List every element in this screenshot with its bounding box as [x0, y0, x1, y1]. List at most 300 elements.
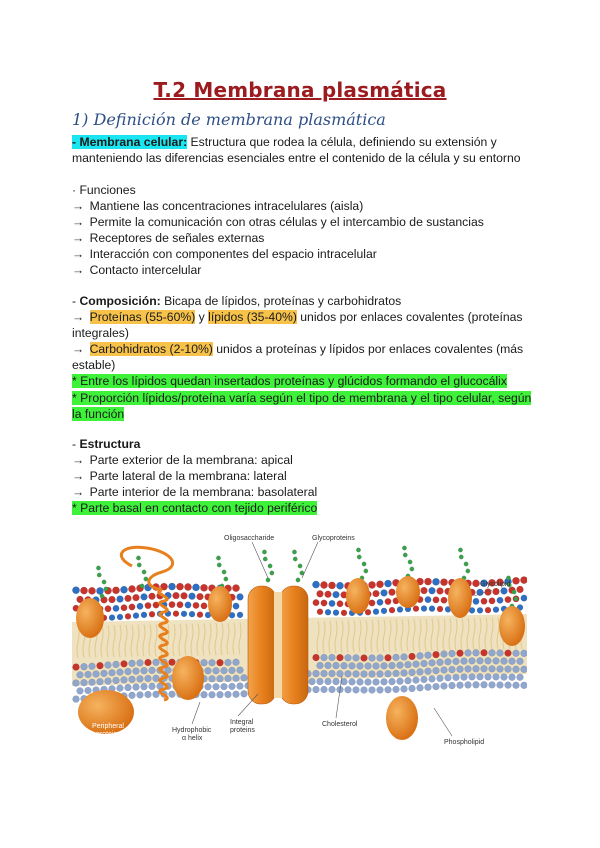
sugar-residue [136, 556, 140, 560]
phospholipid-head [213, 683, 220, 690]
phospholipid-head [169, 601, 175, 607]
phospholipid-head [425, 668, 432, 675]
phospholipid-head [177, 601, 183, 607]
definition-term: - Membrana celular: [72, 135, 188, 149]
phospholipid-head [481, 665, 488, 672]
sugar-residue [144, 577, 148, 581]
phospholipid-head [113, 677, 120, 684]
phospholipid-head [505, 682, 512, 689]
phospholipid-head [417, 668, 424, 675]
phospholipid-head [417, 684, 424, 691]
phospholipid-head [73, 664, 80, 671]
estructura-note: * Parte basal en contacto con tejido periférico [72, 501, 318, 516]
list-item: → Permite la comunicación con otras células y el intercambio de sustancias [72, 215, 484, 230]
phospholipid-head [497, 666, 504, 673]
phospholipid-head [233, 675, 240, 682]
label-peripheral-1: Peripheral [92, 723, 124, 730]
phospholipid-head [449, 666, 456, 673]
phospholipid-head [481, 649, 488, 656]
phospholipid-head [513, 650, 520, 657]
phospholipid-head [489, 598, 495, 604]
phospholipid-head [145, 675, 152, 682]
phospholipid-head [176, 583, 183, 590]
phospholipid-head [381, 662, 388, 669]
phospholipid-head [493, 658, 500, 665]
phospholipid-head [77, 687, 84, 694]
phospholipid-head [497, 650, 504, 657]
phospholipid-head [368, 581, 375, 588]
label-hydrophobic-2: α helix [182, 735, 203, 742]
phospholipid-head [417, 652, 424, 659]
composicion-note-glucocalix: * Entre los lípidos quedan insertados proteínas y glúcidos formando el glucocálix [72, 374, 507, 389]
phospholipid-head [521, 682, 527, 689]
phospholipid-head [337, 601, 343, 607]
phospholipid-head [328, 582, 335, 589]
phospholipid-head [97, 662, 104, 669]
list-item: → Contacto intercelular [72, 263, 202, 278]
phospholipid-head [217, 691, 224, 698]
phospholipid-head [189, 611, 195, 617]
phospholipid-head [377, 655, 384, 662]
label-integral-2: proteins [230, 727, 255, 734]
phospholipid-head [365, 663, 372, 670]
phospholipid-head [137, 659, 144, 666]
phospholipid-head [137, 691, 144, 698]
phospholipid-head [481, 598, 487, 604]
phospholipid-head [125, 613, 131, 619]
phospholipid-head [509, 674, 516, 681]
phospholipid-head [184, 583, 191, 590]
phospholipid-head [309, 678, 316, 685]
phospholipid-head [169, 691, 176, 698]
sugar-residue [100, 594, 104, 598]
phospholipid-head [193, 602, 199, 608]
phospholipid-head [485, 657, 492, 664]
phospholipid-head [373, 609, 379, 615]
phospholipid-head [129, 692, 136, 699]
phospholipid-head [329, 686, 336, 693]
phospholipid-head [433, 597, 439, 603]
sugar-residue [137, 563, 141, 567]
phospholipid-head [197, 593, 204, 600]
phospholipid-head [397, 662, 404, 669]
phospholipid-head [205, 667, 212, 674]
phospholipid-head [385, 654, 392, 661]
phospholipid-head [384, 580, 391, 587]
label-hydrophobic-1: Hydrophobic [172, 727, 212, 734]
phospholipid-head [181, 592, 188, 599]
phospholipid-head [361, 655, 368, 662]
phospholipid-head [505, 596, 511, 602]
phospholipid-head [89, 663, 96, 670]
phospholipid-head [209, 691, 216, 698]
phospholipid-head [317, 662, 324, 669]
phospholipid-head [313, 686, 320, 693]
phospholipid-head [501, 658, 508, 665]
phospholipid-head [121, 660, 128, 667]
phospholipid-head [397, 678, 404, 685]
phospholipid-head [409, 685, 416, 692]
phospholipid-head [517, 658, 524, 665]
phospholipid-head [449, 682, 456, 689]
phospholipid-head [376, 581, 383, 588]
phospholipid-head [389, 589, 396, 596]
phospholipid-head [505, 650, 512, 657]
phospholipid-head [125, 668, 132, 675]
phospholipid-head [321, 600, 327, 606]
sugar-residue [403, 553, 407, 557]
sugar-residue [466, 569, 470, 573]
phospholipid-head [185, 602, 191, 608]
label-integral-1: Integral [230, 719, 254, 726]
page-title: T.2 Membrana plasmática [153, 78, 447, 102]
phospholipid-head [477, 673, 484, 680]
phospholipid-head [469, 673, 476, 680]
phospholipid-head [109, 669, 116, 676]
label-glycolipid: Glycolipid [480, 581, 511, 588]
label-oligosaccharide: Oligosaccharide [224, 535, 275, 542]
sugar-residue [514, 597, 518, 601]
phospholipid-head [429, 659, 436, 666]
phospholipid-head [168, 583, 175, 590]
phospholipid-head [85, 671, 92, 678]
phospholipid-head [120, 586, 127, 593]
phospholipid-head [317, 678, 324, 685]
phospholipid-head [373, 679, 380, 686]
phospholipid-head [349, 678, 356, 685]
phospholipid-head [405, 677, 412, 684]
phospholipid-head [489, 681, 496, 688]
phospholipid-head [125, 684, 132, 691]
phospholipid-head [141, 683, 148, 690]
phospholipid-head [401, 670, 408, 677]
phospholipid-head [453, 674, 460, 681]
phospholipid-head [217, 659, 224, 666]
phospholipid-head [125, 595, 132, 602]
phospholipid-head [221, 667, 228, 674]
integral-protein-channel [248, 586, 308, 704]
phospholipid-head [313, 670, 320, 677]
phospholipid-head [237, 667, 244, 674]
phospholipid-head [149, 667, 156, 674]
phospholipid-head [361, 687, 368, 694]
phospholipid-head [401, 654, 408, 661]
phospholipid-head [121, 676, 128, 683]
funciones-heading: · Funciones [72, 183, 136, 197]
sugar-residue [292, 550, 296, 554]
phospholipid-head [457, 650, 464, 657]
phospholipid-head [385, 670, 392, 677]
phospholipid-head [509, 658, 516, 665]
phospholipid-head [512, 577, 519, 584]
phospholipid-head [81, 679, 88, 686]
phospholipid-head [329, 654, 336, 661]
phospholipid-head [389, 662, 396, 669]
phospholipid-head [493, 607, 499, 613]
phospholipid-head [325, 609, 331, 615]
phospholipid-head [325, 678, 332, 685]
phospholipid-head [153, 659, 160, 666]
phospholipid-head [472, 580, 479, 587]
phospholipid-head [440, 579, 447, 586]
phospholipid-head [465, 650, 472, 657]
definition-paragraph [72, 134, 542, 166]
composicion-note-proporcion: * Proporción lípidos/proteína varía según el tipo de membrana y el tipo celular, según la función [72, 390, 532, 421]
phospholipid-head [521, 650, 527, 657]
phospholipid-head [141, 612, 147, 618]
phospholipid-head [449, 650, 456, 657]
phospholipid-head [333, 610, 339, 616]
phospholipid-head [365, 609, 371, 615]
phospholipid-head [133, 668, 140, 675]
phospholipid-head [425, 684, 432, 691]
sugar-residue [459, 555, 463, 559]
sugar-residue [464, 562, 468, 566]
phospholipid-head [96, 587, 103, 594]
label-cholesterol: Cholesterol [322, 721, 358, 728]
phospholipid-head [377, 599, 383, 605]
sugar-residue [356, 548, 360, 552]
phospholipid-head [389, 678, 396, 685]
phospholipid-head [493, 674, 500, 681]
phospholipid-head [409, 653, 416, 660]
phospholipid-head [229, 683, 236, 690]
sugar-residue [216, 556, 220, 560]
phospholipid-head [489, 665, 496, 672]
phospholipid-head [88, 587, 95, 594]
estructura-heading: - Estructura [72, 437, 141, 451]
phospholipid-head [429, 606, 435, 612]
phospholipid-head [137, 603, 143, 609]
sugar-residue [102, 580, 106, 584]
phospholipid-head [465, 666, 472, 673]
phospholipid-head [205, 683, 212, 690]
phospholipid-head [432, 578, 439, 585]
phospholipid-head [105, 606, 111, 612]
phospholipid-head [421, 660, 428, 667]
phospholipid-head [445, 658, 452, 665]
phospholipid-head [237, 683, 244, 690]
sugar-residue [364, 569, 368, 573]
phospholipid-head [501, 588, 508, 595]
phospholipid-head [312, 581, 319, 588]
phospholipid-head [497, 682, 504, 689]
phospholipid-head [493, 588, 500, 595]
phospholipid-head [345, 686, 352, 693]
phospholipid-head [189, 593, 196, 600]
phospholipid-head [501, 674, 508, 681]
phospholipid-head [225, 659, 232, 666]
phospholipid-head [520, 577, 527, 584]
phospholipid-head [497, 597, 503, 603]
phospholipid-head [85, 687, 92, 694]
sugar-residue [512, 590, 516, 594]
phospholipid-head [441, 683, 448, 690]
phospholipid-head [429, 675, 436, 682]
phospholipid-head [381, 678, 388, 685]
phospholipid-head [317, 609, 323, 615]
phospholipid-head [73, 696, 80, 703]
phospholipid-head [489, 649, 496, 656]
phospholipid-head [369, 655, 376, 662]
estructura-block [72, 436, 542, 516]
phospholipid-head [365, 679, 372, 686]
phospholipid-head [517, 674, 524, 681]
phospholipid-head [505, 666, 512, 673]
phospholipid-head [237, 612, 243, 618]
list-item: → Parte lateral de la membrana: lateral [72, 469, 287, 484]
phospholipid-head [389, 607, 395, 613]
phospholipid-head [129, 676, 136, 683]
phospholipid-head [105, 662, 112, 669]
phospholipid-head [129, 660, 136, 667]
phospholipid-head [93, 671, 100, 678]
phospholipid-head [313, 599, 319, 605]
phospholipid-head [353, 687, 360, 694]
list-item: → Mantiene las concentraciones intracelulares (aisla) [72, 199, 364, 214]
phospholipid-head [393, 670, 400, 677]
phospholipid-head [357, 679, 364, 686]
phospholipid-head [169, 659, 176, 666]
phospholipid-head [105, 678, 112, 685]
phospholipid-head [413, 606, 419, 612]
list-item: → Parte interior de la membrana: basolateral [72, 485, 318, 500]
phospholipid-head [149, 593, 156, 600]
section-heading-definicion: 1) Definición de membrana plasmática [72, 110, 386, 129]
phospholipid-head [385, 686, 392, 693]
phospholipid-head [336, 582, 343, 589]
composicion-proteinas-lipidos: → Proteínas (55-60%) y lípidos (35-40%) unidos por enlaces covalentes (proteínas integrales) [72, 310, 523, 341]
composicion-heading: - Composición: Bicapa de lípidos, proteínas y carbohidratos [72, 294, 402, 308]
phospholipid-head [149, 611, 155, 617]
phospholipid-head [409, 669, 416, 676]
phospholipid-head [113, 605, 119, 611]
phospholipid-head [424, 578, 431, 585]
membrane-diagram [72, 526, 527, 758]
phospholipid-head [373, 663, 380, 670]
phospholipid-head [133, 594, 140, 601]
sugar-residue [217, 563, 221, 567]
phospholipid-head [437, 606, 443, 612]
phospholipid-head [73, 680, 80, 687]
phospholipid-head [97, 678, 104, 685]
phospholipid-head [101, 670, 108, 677]
phospholipid-head [113, 661, 120, 668]
phospholipid-head [109, 615, 115, 621]
sugar-residue [270, 571, 274, 575]
phospholipid-head [377, 687, 384, 694]
phospholipid-head [153, 602, 159, 608]
phospholipid-head [421, 587, 428, 594]
phospholipid-head [337, 654, 344, 661]
phospholipid-head [129, 604, 135, 610]
phospholipid-head [117, 614, 123, 620]
list-item: → Parte exterior de la membrana: apical [72, 453, 293, 468]
phospholipid-head [373, 590, 380, 597]
phospholipid-head [217, 675, 224, 682]
phospholipid-head [209, 675, 216, 682]
phospholipid-head [457, 682, 464, 689]
phospholipid-head [200, 584, 207, 591]
phospholipid-head [333, 662, 340, 669]
phospholipid-head [517, 586, 524, 593]
phospholipid-head [341, 662, 348, 669]
phospholipid-head [405, 661, 412, 668]
phospholipid-head [385, 598, 391, 604]
phospholipid-head [513, 682, 520, 689]
phospholipid-head [453, 658, 460, 665]
phospholipid-head [81, 663, 88, 670]
phospholipid-head [313, 654, 320, 661]
phospholipid-head [369, 600, 375, 606]
phospholipid-head [128, 585, 135, 592]
sugar-residue [362, 562, 366, 566]
phospholipid-head [425, 652, 432, 659]
phospholipid-head [485, 673, 492, 680]
phospholipid-head [109, 596, 116, 603]
phospholipid-head [521, 666, 527, 673]
phospholipid-head [137, 675, 144, 682]
phospholipid-head [145, 659, 152, 666]
sugar-residue [506, 576, 510, 580]
phospholipid-head [237, 594, 244, 601]
sugar-residue [266, 578, 270, 582]
phospholipid-head [325, 591, 332, 598]
phospholipid-head [433, 651, 440, 658]
phospholipid-head [441, 651, 448, 658]
sugar-residue [458, 548, 462, 552]
phospholipid-head [397, 606, 403, 612]
phospholipid-head [421, 676, 428, 683]
phospholipid-head [461, 658, 468, 665]
phospholipid-head [437, 659, 444, 666]
sugar-residue [298, 564, 302, 568]
phospholipid-head [393, 654, 400, 661]
phospholipid-head [112, 587, 119, 594]
definition-text: Estructura que rodea la célula, definiendo su extensión y manteniendo las diferencias esenciales entre el contenido de la célula y su entorno [72, 135, 521, 166]
phospholipid-head [329, 670, 336, 677]
phospholipid-head [117, 669, 124, 676]
list-item: → Receptores de señales externas [72, 231, 265, 246]
phospholipid-head [173, 592, 180, 599]
phospholipid-head [173, 611, 179, 617]
sugar-residue [96, 566, 100, 570]
phospholipid-head [197, 612, 203, 618]
phospholipid-head [333, 591, 340, 598]
phospholipid-head [469, 657, 476, 664]
phospholipid-head [77, 671, 84, 678]
phospholipid-head [473, 665, 480, 672]
phospholipid-head [141, 667, 148, 674]
phospholipid-head [145, 602, 151, 608]
phospholipid-head [145, 691, 152, 698]
label-glycoproteins: Glycoproteins [312, 535, 355, 542]
phospholipid-head [233, 603, 239, 609]
phospholipid-head [133, 613, 139, 619]
phospholipid-head [353, 655, 360, 662]
sugar-residue [222, 570, 226, 574]
phospholipid-head [353, 671, 360, 678]
phospholipid-head [321, 686, 328, 693]
sugar-residue [104, 587, 108, 591]
phospholipid-head [133, 684, 140, 691]
phospholipid-head [481, 681, 488, 688]
phospholipid-head [465, 682, 472, 689]
phospholipid-head [72, 587, 79, 594]
phospholipid-head [329, 600, 335, 606]
sugar-residue [408, 560, 412, 564]
phospholipid-head [401, 686, 408, 693]
